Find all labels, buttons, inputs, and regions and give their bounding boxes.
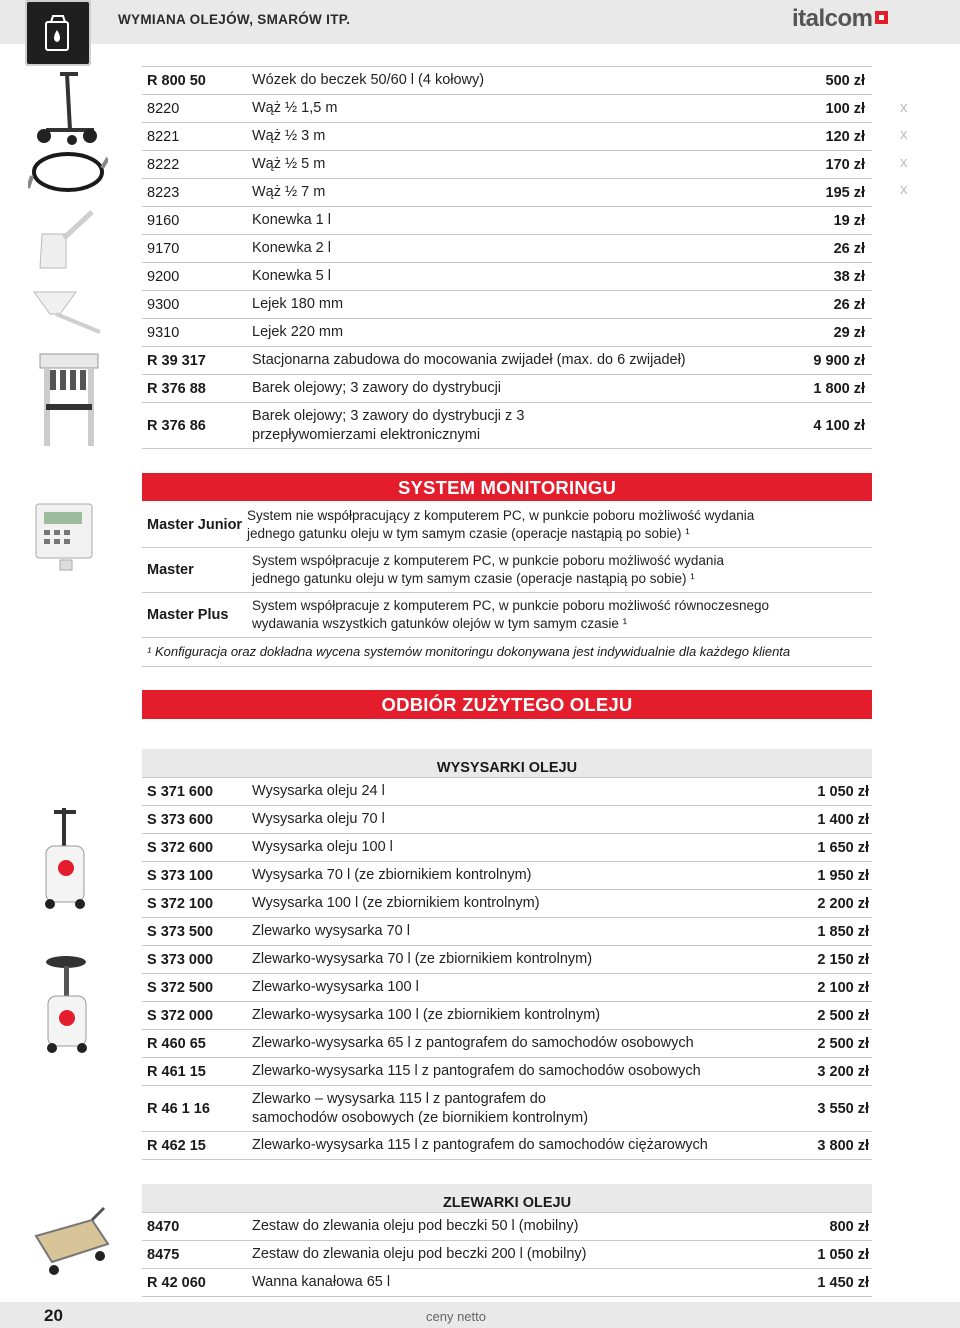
product-price: 195 zł: [825, 184, 865, 201]
product-price: 29 zł: [833, 324, 865, 341]
product-code: R 460 65: [147, 1035, 206, 1052]
product-price: 26 zł: [833, 240, 865, 257]
product-code: R 42 060: [147, 1274, 206, 1291]
table-row: [142, 945, 872, 973]
category-badge: [25, 0, 91, 66]
product-name: Zestaw do zlewania oleju pod beczki 50 l (mobilny): [252, 1218, 579, 1234]
product-code: R 376 88: [147, 380, 206, 397]
product-price: 500 zł: [825, 72, 865, 89]
brand-logo: [792, 5, 888, 33]
product-price: 1 950 zł: [817, 867, 869, 884]
product-code: R 800 50: [147, 72, 206, 89]
product-name: Wysysarka 70 l (ze zbiornikiem kontrolnym): [252, 867, 532, 883]
table-row: [142, 178, 872, 206]
oil-can-icon: [43, 14, 73, 52]
table-row: [142, 805, 872, 833]
product-name: Lejek 180 mm: [252, 296, 344, 312]
product-price: 9 900 zł: [813, 352, 865, 369]
product-price: 38 zł: [833, 268, 865, 285]
product-name: Zlewarko-wysysarka 115 l z pantografem do samochodów ciężarowych: [252, 1137, 708, 1153]
system-name: Master: [147, 561, 194, 578]
page-number: 20: [44, 1306, 63, 1325]
monitoring-row: [142, 503, 872, 547]
product-code: S 372 100: [147, 895, 214, 912]
product-name: Wysysarka oleju 70 l: [252, 811, 385, 827]
product-code: R 376 86: [147, 417, 206, 434]
product-name: Wąż ½ 7 m: [252, 184, 326, 200]
hose-mark: x: [900, 181, 908, 198]
table-row: [142, 262, 872, 290]
table-row: [142, 917, 872, 945]
product-price: 3 550 zł: [817, 1100, 869, 1117]
product-price: 120 zł: [825, 128, 865, 145]
oil-extractor-picture: [36, 806, 96, 910]
table-row: [142, 1213, 872, 1240]
monitoring-panel-picture: [34, 502, 96, 572]
monitoring-section: [142, 473, 872, 667]
oil-drainers-table: [142, 1184, 872, 1297]
product-code: S 373 600: [147, 811, 214, 828]
oil-drainer-picture: [40, 954, 96, 1054]
product-name: Wysysarka oleju 24 l: [252, 783, 385, 799]
monitoring-title: SYSTEM MONITORINGU: [142, 473, 872, 501]
hose-mark: x: [900, 154, 908, 171]
table-row: [142, 402, 872, 449]
table-row: [142, 1057, 872, 1085]
system-description: System współpracuje z komputerem PC, w punkcie poboru możliwość równoczesnego wydawania wszystkich gatunków olejów w tym samym czasie ¹: [252, 598, 769, 631]
logo-square-icon: [875, 11, 888, 24]
product-name: Konewka 5 l: [252, 268, 331, 284]
product-name: Konewka 2 l: [252, 240, 331, 256]
drum-trolley-picture: [32, 70, 102, 146]
hose-mark: x: [900, 126, 908, 143]
table-row: [142, 122, 872, 150]
product-code: R 461 15: [147, 1063, 206, 1080]
table-row: [142, 778, 872, 805]
product-name: Wąż ½ 5 m: [252, 156, 326, 172]
product-name: Wanna kanałowa 65 l: [252, 1274, 391, 1290]
product-name: Wąż ½ 3 m: [252, 128, 326, 144]
table-row: [142, 1029, 872, 1057]
product-price: 1 800 zł: [813, 380, 865, 397]
product-price: 19 zł: [833, 212, 865, 229]
monitoring-footnote: ¹ Konfiguracja oraz dokładna wycena systemów monitoringu dokonywana jest indywidualnie dla każdego klienta: [142, 637, 872, 667]
product-code: S 372 500: [147, 979, 214, 996]
system-description: System współpracuje z komputerem PC, w punkcie poboru możliwość wydania jednego gatunku oleju w tym samym czasie (operacje nastąpią po sobie) ¹: [252, 553, 724, 586]
product-code: S 372 600: [147, 839, 214, 856]
product-name: Lejek 220 mm: [252, 324, 344, 340]
category-title: WYMIANA OLEJÓW, SMARÓW ITP.: [118, 12, 351, 27]
table-row: [142, 861, 872, 889]
product-name: Zlewarko-wysysarka 100 l: [252, 979, 419, 995]
product-code: R 462 15: [147, 1137, 206, 1154]
watering-can-picture: [34, 210, 96, 270]
table-row: [142, 94, 872, 122]
product-price: 1 400 zł: [817, 811, 869, 828]
product-name: Stacjonarna zabudowa do mocowania zwijadeł (max. do 6 zwijadeł): [252, 352, 686, 368]
product-code: 8221: [147, 128, 180, 145]
product-price: 2 100 zł: [817, 979, 869, 996]
table-row: [142, 346, 872, 374]
product-code: 9160: [147, 212, 180, 229]
table-row: [142, 1268, 872, 1297]
product-name: Zlewarko-wysysarka 115 l z pantografem do samochodów osobowych: [252, 1063, 701, 1079]
product-name: Zlewarko wysysarka 70 l: [252, 923, 410, 939]
extractors-header: WYSYSARKI OLEJU: [142, 749, 872, 778]
table-row: [142, 318, 872, 346]
funnel-picture: [30, 286, 102, 336]
product-name: Konewka 1 l: [252, 212, 331, 228]
product-price: 1 650 zł: [817, 839, 869, 856]
product-name: Wysysarka oleju 100 l: [252, 839, 393, 855]
product-price: 3 800 zł: [817, 1137, 869, 1154]
table-row: [142, 374, 872, 402]
drain-tray-picture: [30, 1206, 110, 1280]
product-price: 2 500 zł: [817, 1007, 869, 1024]
oil-extractors-table: [142, 749, 872, 1160]
product-price: 800 zł: [829, 1218, 869, 1235]
product-price: 1 850 zł: [817, 923, 869, 940]
product-price: 2 150 zł: [817, 951, 869, 968]
product-price: 1 450 zł: [817, 1274, 869, 1291]
logo-text: italcom: [792, 5, 873, 32]
table-row: [142, 1131, 872, 1160]
product-name: Zestaw do zlewania oleju pod beczki 200 l (mobilny): [252, 1246, 587, 1262]
table-row: [142, 1085, 872, 1131]
product-code: R 46 1 16: [147, 1100, 210, 1117]
product-price: 170 zł: [825, 156, 865, 173]
product-name: Barek olejowy; 3 zawory do dystrybucji: [252, 380, 502, 396]
product-code: 8222: [147, 156, 180, 173]
product-code: S 373 100: [147, 867, 214, 884]
table-row: [142, 833, 872, 861]
product-price: 2 200 zł: [817, 895, 869, 912]
drainers-header: ZLEWARKI OLEJU: [142, 1184, 872, 1213]
table-row: [142, 290, 872, 318]
table-row: [142, 1240, 872, 1268]
monitoring-row: [142, 592, 872, 637]
table-row: [142, 206, 872, 234]
table-row: [142, 973, 872, 1001]
hose-mark: x: [900, 99, 908, 116]
table-row: [142, 66, 872, 94]
table-row: [142, 889, 872, 917]
product-code: 9170: [147, 240, 180, 257]
product-price: 1 050 zł: [817, 783, 869, 800]
used-oil-title: ODBIÓR ZUŻYTEGO OLEJU: [142, 690, 872, 719]
product-code: S 373 500: [147, 923, 214, 940]
product-name: Zlewarko – wysysarka 115 l z pantografem do samochodów osobowych (ze biornikiem kontrolnym): [252, 1090, 589, 1126]
product-price: 3 200 zł: [817, 1063, 869, 1080]
system-name: Master Plus: [147, 606, 229, 623]
product-code: 8470: [147, 1218, 180, 1235]
product-code: 9200: [147, 268, 180, 285]
product-name: Wysysarka 100 l (ze zbiornikiem kontrolnym): [252, 895, 540, 911]
product-name: Wąż ½ 1,5 m: [252, 100, 338, 116]
product-price: 26 zł: [833, 296, 865, 313]
table-row: [142, 234, 872, 262]
table-row: [142, 1001, 872, 1029]
product-name: Zlewarko-wysysarka 100 l (ze zbiornikiem kontrolnym): [252, 1007, 601, 1023]
product-name: Barek olejowy; 3 zawory do dystrybucji z 3 przepływomierzami elektronicznymi: [252, 407, 525, 443]
product-name: Zlewarko-wysysarka 65 l z pantografem do samochodów osobowych: [252, 1035, 694, 1051]
product-price: 100 zł: [825, 100, 865, 117]
product-price: 2 500 zł: [817, 1035, 869, 1052]
product-code: 8475: [147, 1246, 180, 1263]
reel-rack-picture: [36, 352, 102, 448]
product-name: Wózek do beczek 50/60 l (4 kołowy): [252, 72, 485, 88]
product-code: 8220: [147, 100, 180, 117]
product-price: 4 100 zł: [813, 417, 865, 434]
hose-picture: [28, 148, 108, 198]
net-prices-note: ceny netto: [426, 1309, 486, 1324]
product-code: 8223: [147, 184, 180, 201]
system-name: Master Junior: [147, 516, 243, 533]
product-code: 9300: [147, 296, 180, 313]
product-code: R 39 317: [147, 352, 206, 369]
system-description: System nie współpracujący z komputerem PC, w punkcie poboru możliwość wydania jednego gatunku oleju w tym samym czasie (operacje nastąpią po sobie) ¹: [247, 508, 755, 541]
product-code: S 371 600: [147, 783, 214, 800]
product-name: Zlewarko-wysysarka 70 l (ze zbiornikiem kontrolnym): [252, 951, 593, 967]
table-row: [142, 150, 872, 178]
product-code: S 372 000: [147, 1007, 214, 1024]
product-price: 1 050 zł: [817, 1246, 869, 1263]
product-code: S 373 000: [147, 951, 214, 968]
accessories-table: [142, 66, 872, 449]
product-code: 9310: [147, 324, 180, 341]
monitoring-row: [142, 547, 872, 592]
